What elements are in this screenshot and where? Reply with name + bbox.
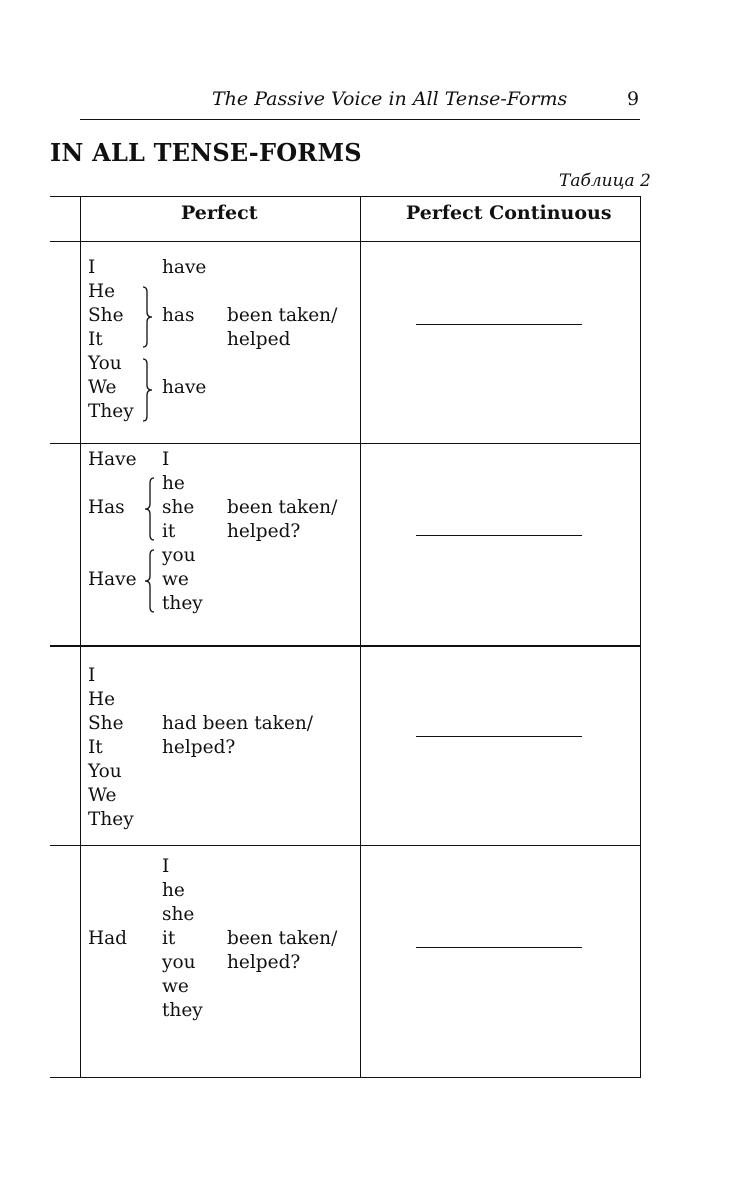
participle: had been taken/ xyxy=(162,713,313,734)
auxiliary-verb: Have xyxy=(88,569,137,590)
pronoun: they xyxy=(162,1000,203,1021)
running-title: The Passive Voice in All Tense-Forms xyxy=(212,88,568,110)
pronoun: he xyxy=(162,880,185,901)
auxiliary-verb: Has xyxy=(88,497,125,518)
auxiliary-verb: Had xyxy=(88,928,128,949)
pronoun: I xyxy=(162,856,170,877)
pronoun: you xyxy=(162,952,196,973)
pronoun: It xyxy=(88,329,103,350)
right-brace-icon xyxy=(141,358,155,422)
column-divider xyxy=(80,196,81,1078)
blank-line xyxy=(416,736,582,737)
auxiliary-verb: have xyxy=(162,377,207,398)
left-brace-icon xyxy=(142,549,156,613)
pronoun: she xyxy=(162,497,195,518)
auxiliary-verb: have xyxy=(162,257,207,278)
participle: helped? xyxy=(227,952,301,973)
pronoun: You xyxy=(88,353,122,374)
pronoun: we xyxy=(162,976,189,997)
pronoun: They xyxy=(88,401,134,422)
pronoun: He xyxy=(88,689,116,710)
participle: helped xyxy=(227,329,291,350)
pronoun: You xyxy=(88,761,122,782)
pronoun: He xyxy=(88,281,116,302)
header-rule xyxy=(80,119,640,120)
pronoun: They xyxy=(88,809,134,830)
row-divider xyxy=(50,645,640,647)
pronoun: I xyxy=(88,257,96,278)
pronoun: It xyxy=(88,737,103,758)
pronoun: She xyxy=(88,305,124,326)
auxiliary-verb: Have xyxy=(88,449,137,470)
pronoun: he xyxy=(162,473,185,494)
section-title: IN ALL TENSE-FORMS xyxy=(50,138,362,167)
pronoun: she xyxy=(162,904,195,925)
blank-line xyxy=(416,535,582,536)
participle: helped? xyxy=(162,737,236,758)
table-top-border xyxy=(50,196,640,197)
participle: been taken/ xyxy=(227,928,338,949)
blank-line xyxy=(416,324,582,325)
pronoun: you xyxy=(162,545,196,566)
row-divider xyxy=(50,443,640,444)
pronoun: they xyxy=(162,593,203,614)
pronoun: I xyxy=(88,665,96,686)
row-divider xyxy=(50,845,640,846)
pronoun: it xyxy=(162,521,176,542)
pronoun: we xyxy=(162,569,189,590)
blank-line xyxy=(416,947,582,948)
participle: been taken/ xyxy=(227,497,338,518)
pronoun: I xyxy=(162,449,170,470)
column-header-perfect: Perfect xyxy=(181,202,258,224)
column-header-perfect-continuous: Perfect Continuous xyxy=(406,202,612,224)
participle: helped? xyxy=(227,521,301,542)
pronoun: it xyxy=(162,928,176,949)
page-number: 9 xyxy=(627,88,640,110)
auxiliary-verb: has xyxy=(162,305,195,326)
table-label: Таблица 2 xyxy=(559,171,651,191)
table-bottom-border xyxy=(50,1077,640,1078)
pronoun: We xyxy=(88,785,117,806)
column-divider xyxy=(360,196,361,1078)
right-brace-icon xyxy=(141,286,155,348)
participle: been taken/ xyxy=(227,305,338,326)
header-bottom-border xyxy=(50,241,640,242)
pronoun: We xyxy=(88,377,117,398)
left-brace-icon xyxy=(142,477,156,541)
table-right-border xyxy=(640,196,641,1078)
pronoun: She xyxy=(88,713,124,734)
